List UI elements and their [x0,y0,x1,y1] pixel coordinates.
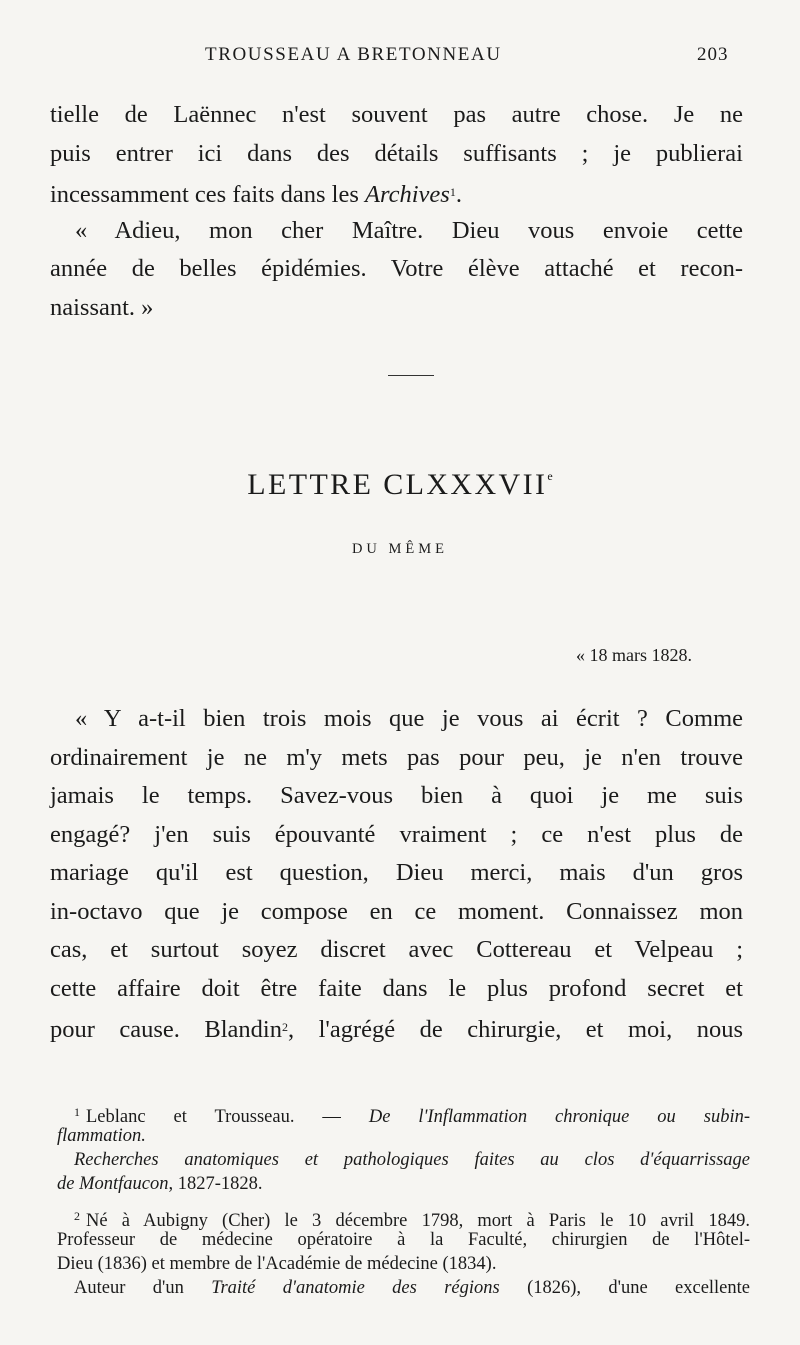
letter-title-sup: e [547,469,553,483]
running-head [0,44,800,70]
top-paragraphs [50,96,743,327]
running-head-title: TROUSSEAU A BRETONNEAU [205,44,502,65]
footnotes [57,1100,750,1300]
text-line: cas, et surtout soyez discret avec Cottereau et Velpeau ; [50,936,743,963]
footnote-line: Dieu (1836) et membre de l'Académie de médecine (1834). [57,1254,497,1274]
text-fragment: (1826), d'une excellente [499,1278,750,1298]
footnote-line: Professeur de médecine opératoire à la Faculté, chirurgien de l'Hôtel- [57,1230,750,1250]
footnote-line [57,1204,750,1231]
text-fragment: , 1827-1828. [168,1174,263,1194]
section-separator [388,375,434,376]
text-fragment: incessamment ces faits dans les [50,181,366,208]
footnote-marker: 2 [74,1209,80,1223]
text-fragment: de Montfaucon [57,1174,169,1194]
text-fragment: De l'Inflammation chronique ou subin- [368,1107,750,1127]
text-fragment: . [455,181,462,208]
footnote-gap [57,1196,750,1204]
text-line: jamais le temps. Savez-vous bien à quoi je me suis [50,782,743,809]
footnote-line: Recherches anatomiques et pathologiques faites au clos d'équarrissage [74,1150,750,1170]
letter-body [50,700,743,1047]
footnote-line: flammation. [57,1126,146,1146]
footnote-marker: 1 [74,1105,80,1119]
text-line: cette affaire doit être faite dans le plus profond secret et [50,974,743,1002]
letter-title [0,468,800,502]
footnote-line [57,1100,750,1127]
text-line: « Y a-t-il bien trois mois que je vous ai écrit ? Comme [75,705,743,732]
text-line: ordinairement je ne m'y mets pas pour peu, je n'en trouve [50,743,743,771]
footnote-line [57,1276,750,1300]
letter-subtitle: DU MÊME [351,541,449,557]
footnote-ref-2: 2 [282,1020,288,1034]
text-line: engagé? j'en suis épouvanté vraiment ; ce n'est plus de [50,820,743,848]
text-line: naissant. » [50,293,154,321]
text-fragment: , l'agrégé de chirurgie, et moi, nous [288,1016,743,1043]
text-fragment: Leblanc et Trousseau. — [86,1107,369,1127]
text-fragment: Auteur d'un [74,1278,212,1298]
text-fragment: pour cause. Blandin [50,1016,282,1043]
text-line: mariage qu'il est question, Dieu merci, mais d'un gros [50,859,743,886]
page-number: 203 [697,44,729,65]
footnote-line [57,1172,750,1196]
text-fragment: Né à Aubigny (Cher) le 3 décembre 1798, mort à Paris le 10 avril 1849. [86,1211,750,1231]
letter-date: « 18 mars 1828. [576,645,692,665]
text-line: année de belles épidémies. Votre élève attaché et recon- [50,255,743,282]
letter-title-text: LETTRE CLXXXVII [247,468,548,501]
text-line: tielle de Laënnec n'est souvent pas autre chose. Je ne [50,101,743,128]
text-line [50,1008,743,1047]
text-line: in-octavo que je compose en ce moment. Connaissez mon [50,897,743,925]
archives-title: Archives [365,181,450,208]
footnote-ref-1: 1 [449,185,456,199]
text-line [50,173,743,212]
text-line: « Adieu, mon cher Maître. Dieu vous envoie cette [75,216,743,244]
text-fragment: Traité d'anatomie des régions [211,1278,500,1298]
text-line: puis entrer ici dans des détails suffisants ; je publierai [50,139,743,167]
